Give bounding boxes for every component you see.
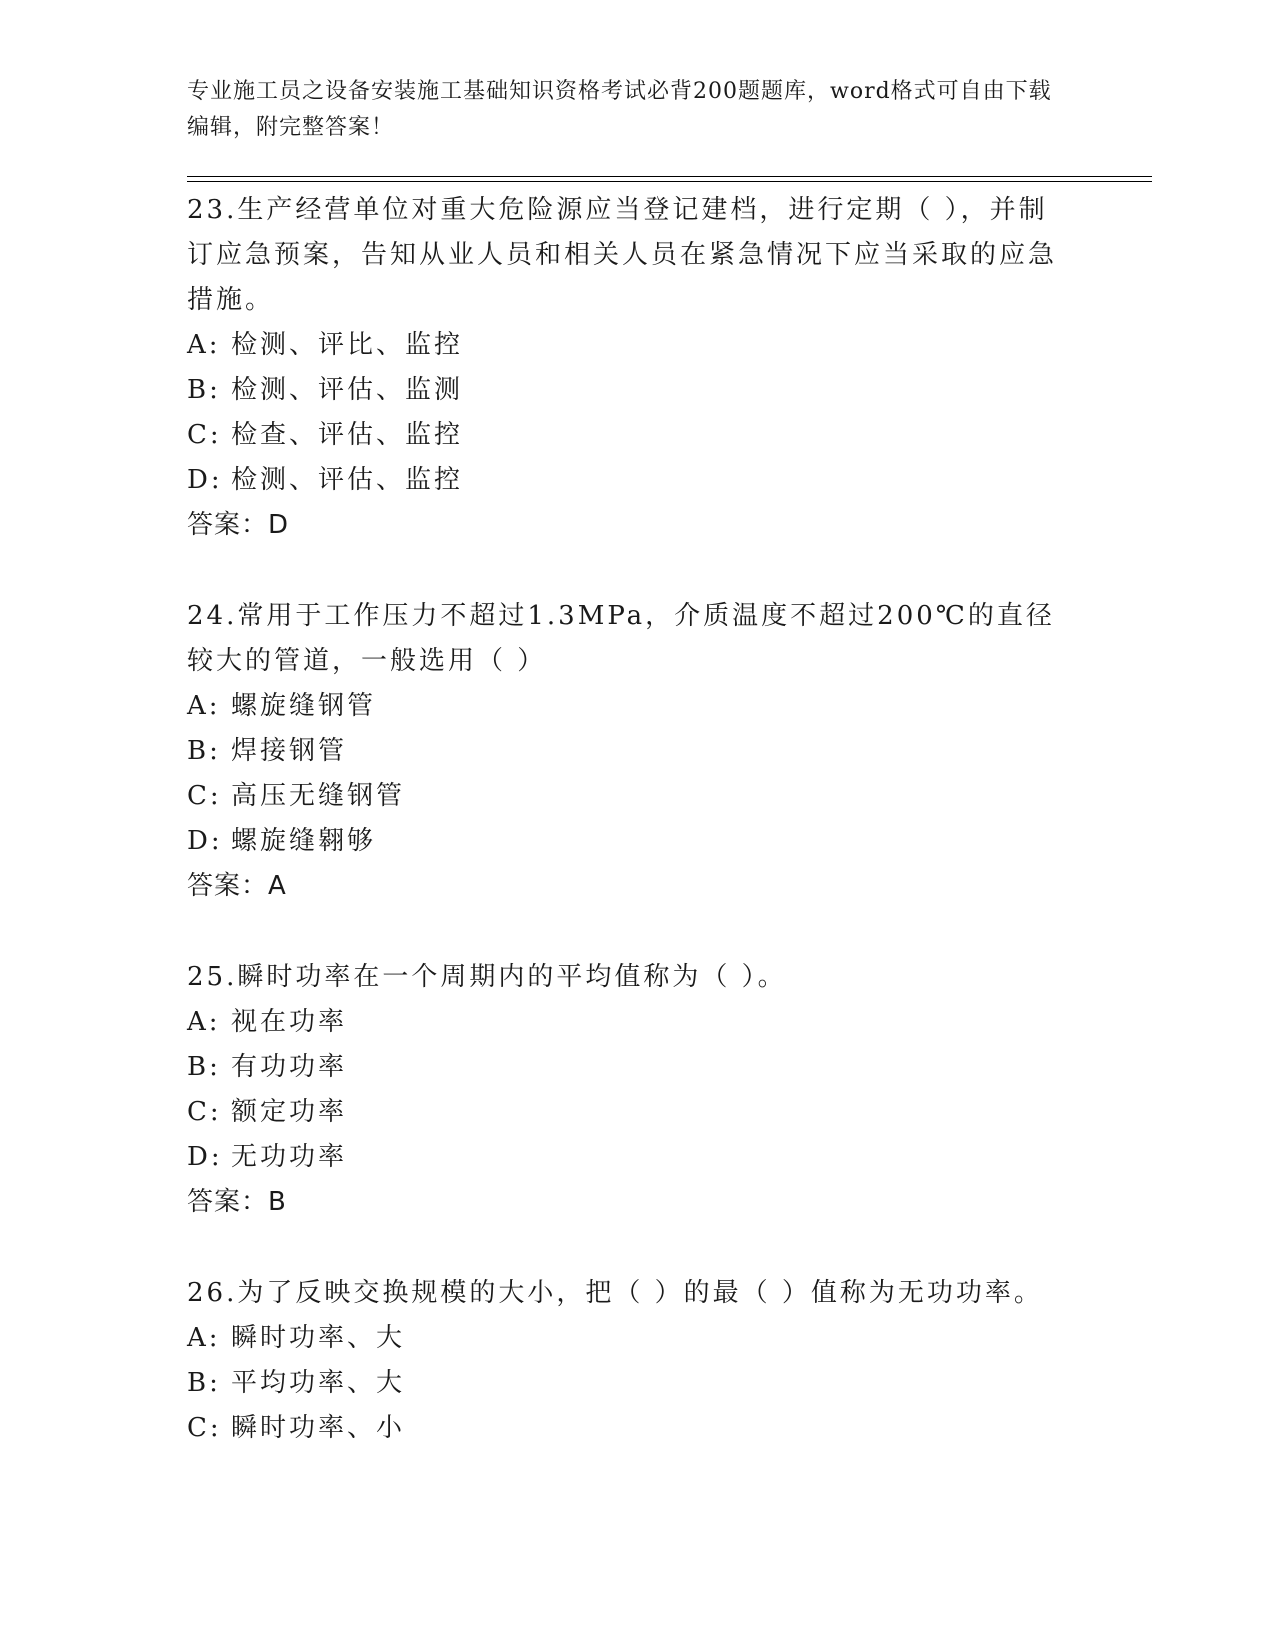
option-text: 检查、评估、监控 bbox=[231, 420, 464, 450]
option-letter: C: bbox=[187, 420, 222, 450]
option-text: 瞬时功率、大 bbox=[231, 1323, 406, 1353]
header-rule-top bbox=[187, 176, 1152, 177]
answer-line: 答案：A bbox=[187, 871, 287, 901]
option-text: 检测、评估、监控 bbox=[231, 465, 464, 495]
option-c bbox=[187, 413, 1087, 458]
option-b bbox=[187, 368, 1087, 413]
option-letter: B: bbox=[187, 375, 221, 405]
option-a bbox=[187, 1316, 1087, 1361]
option-b bbox=[187, 729, 1087, 774]
option-d bbox=[187, 819, 1087, 864]
option-a bbox=[187, 323, 1087, 368]
option-c bbox=[187, 1406, 1087, 1451]
question-list bbox=[187, 188, 1087, 1497]
option-letter: C: bbox=[187, 1413, 222, 1443]
question-23 bbox=[187, 188, 1087, 548]
option-b bbox=[187, 1045, 1087, 1090]
option-letter: B: bbox=[187, 736, 221, 766]
question-text: 24.常用于工作压力不超过1.3MPa，介质温度不超过200℃的直径较大的管道，一般选用（ ） bbox=[187, 601, 1055, 676]
option-letter: C: bbox=[187, 781, 222, 811]
option-text: 螺旋缝钢管 bbox=[231, 691, 377, 721]
question-text: 26.为了反映交换规模的大小，把（ ）的最（ ）值称为无功功率。 bbox=[187, 1278, 1043, 1308]
answer-line: 答案：B bbox=[187, 1187, 287, 1217]
option-a bbox=[187, 1000, 1087, 1045]
option-letter: C: bbox=[187, 1097, 222, 1127]
option-b bbox=[187, 1361, 1087, 1406]
option-text: 螺旋缝翱够 bbox=[231, 826, 377, 856]
header-rule-bottom bbox=[187, 181, 1152, 182]
option-text: 视在功率 bbox=[231, 1007, 348, 1037]
option-letter: B: bbox=[187, 1052, 221, 1082]
option-text: 额定功率 bbox=[231, 1097, 348, 1127]
option-a bbox=[187, 684, 1087, 729]
option-text: 无功功率 bbox=[231, 1142, 348, 1172]
option-text: 检测、评比、监控 bbox=[231, 330, 464, 360]
option-text: 平均功率、大 bbox=[231, 1368, 406, 1398]
option-c bbox=[187, 1090, 1087, 1135]
question-text: 23.生产经营单位对重大危险源应当登记建档，进行定期（ ），并制订应急预案，告知从业人员和相关人员在紧急情况下应当采取的应急措施。 bbox=[187, 195, 1058, 315]
option-d bbox=[187, 458, 1087, 503]
option-letter: D: bbox=[187, 826, 223, 856]
option-d bbox=[187, 1135, 1087, 1180]
option-letter: A: bbox=[187, 330, 221, 360]
question-25 bbox=[187, 955, 1087, 1225]
option-letter: B: bbox=[187, 1368, 221, 1398]
option-letter: A: bbox=[187, 1007, 221, 1037]
option-letter: A: bbox=[187, 691, 221, 721]
question-26 bbox=[187, 1271, 1087, 1451]
option-c bbox=[187, 774, 1087, 819]
option-text: 瞬时功率、小 bbox=[231, 1413, 406, 1443]
answer-line: 答案：D bbox=[187, 510, 290, 540]
option-letter: D: bbox=[187, 1142, 223, 1172]
option-letter: A: bbox=[187, 1323, 221, 1353]
option-text: 有功功率 bbox=[231, 1052, 348, 1082]
option-text: 焊接钢管 bbox=[231, 736, 348, 766]
document-header: 专业施工员之设备安装施工基础知识资格考试必背200题题库，word格式可自由下载编辑，附完整答案！ bbox=[187, 79, 1052, 140]
question-24 bbox=[187, 594, 1087, 909]
option-text: 高压无缝钢管 bbox=[231, 781, 406, 811]
option-letter: D: bbox=[187, 465, 223, 495]
question-text: 25.瞬时功率在一个周期内的平均值称为（ ）。 bbox=[187, 962, 787, 992]
option-text: 检测、评估、监测 bbox=[231, 375, 464, 405]
